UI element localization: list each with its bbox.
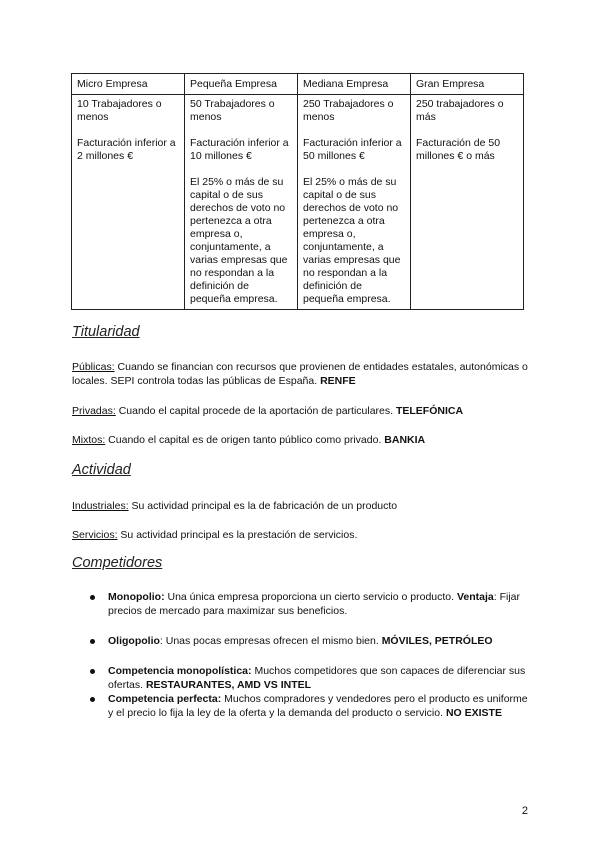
example-mixtos: BANKIA [384,434,426,446]
header-micro: Micro Empresa [72,74,185,95]
example-privadas: TELEFÓNICA [395,405,464,417]
text-industriales: Su actividad principal es la de fabricación de un producto [128,500,398,512]
paragraph-publicas [72,360,534,388]
pequena-revenue: Facturación inferior a 10 millones € [190,137,289,162]
term-ventaja: Ventaja [456,591,494,603]
list-item-monopolistica [72,664,534,692]
table-header-row [72,74,524,95]
label-servicios: Servicios: [72,529,118,541]
bullet-icon [90,639,95,644]
text-mixtos: Cuando el capital es de origen tanto público como privado. [105,434,385,446]
bullet-icon [90,697,95,702]
example-publicas: RENFE [320,375,356,387]
cell-pequena [185,95,298,310]
heading-actividad: Actividad [72,462,131,478]
term-monopolistica: Competencia monopolística: [108,665,252,677]
paragraph-servicios [72,528,534,542]
mediana-revenue: Facturación inferior a 50 millones € [303,137,402,162]
header-pequena: Pequeña Empresa [185,74,298,95]
gran-workers: 250 trabajadores o más [416,98,504,123]
term-perfecta: Competencia perfecta: [108,693,222,705]
competidores-list-competencia [72,664,534,720]
text-ventaja: : Fijar precios de mercado para maximizar sus beneficios. [108,591,520,617]
list-item-monopolio [72,590,534,618]
text-monopolistica: Muchos competidores que son capaces de diferenciar sus ofertas. [108,665,526,691]
pequena-workers: 50 Trabajadores o menos [190,98,275,123]
table-row [72,95,524,310]
mediana-capital: El 25% o más de su capital o de sus derechos de voto no pertenezca a otra empresa o, conjuntamente, a varias empresas que no respondan a la definición de pequeña empresa. [303,176,401,305]
cell-gran [411,95,524,310]
label-industriales: Industriales: [72,500,129,512]
label-privadas: Privadas: [72,405,116,417]
paragraph-industriales [72,499,534,513]
label-mixtos: Mixtos: [72,434,106,446]
paragraph-mixtos [72,433,534,447]
bullet-icon [90,669,95,674]
heading-titularidad: Titularidad [72,324,140,340]
gran-revenue: Facturación de 50 millones € o más [416,137,501,162]
example-perfecta: NO EXISTE [445,707,502,719]
cell-micro [72,95,185,310]
competidores-list [72,590,534,618]
text-publicas: Cuando se financian con recursos que provienen de entidades estatales, autonómicas o locales. SEPI controla todas las públicas de España. [72,361,528,387]
pequena-capital: El 25% o más de su capital o de sus derechos de voto no pertenezca a otra empresa o, conjuntamente, a varias empresas que no respondan a la definición de pequeña empresa. [190,176,288,305]
header-gran: Gran Empresa [411,74,524,95]
term-oligopolio: Oligopolio [108,635,160,647]
text-servicios: Su actividad principal es la prestación de servicios. [117,529,358,541]
term-monopolio: Monopolio: [108,591,165,603]
paragraph-privadas [72,404,534,418]
micro-workers: 10 Trabajadores o menos [77,98,162,123]
header-mediana: Mediana Empresa [298,74,411,95]
text-privadas: Cuando el capital procede de la aportación de particulares. [115,405,396,417]
competidores-list-oligopolio [72,634,534,648]
company-size-table [71,73,524,310]
text-monopolio: Una única empresa proporciona un cierto servicio o producto. [164,591,457,603]
text-perfecta: Muchos compradores y vendedores pero el producto es uniforme y el precio lo fija la ley de la oferta y la demanda del producto o servicio. [108,693,528,719]
example-monopolistica: RESTAURANTES, AMD VS INTEL [145,679,312,691]
label-publicas: Públicas: [72,361,115,373]
bullet-icon [90,595,95,600]
heading-competidores: Competidores [72,555,163,571]
list-item-perfecta [72,692,534,720]
mediana-workers: 250 Trabajadores o menos [303,98,394,123]
example-oligopolio: MÓVILES, PETRÓLEO [381,635,493,647]
micro-revenue: Facturación inferior a 2 millones € [77,137,176,162]
list-item-oligopolio [72,634,534,648]
page-number: 2 [521,805,528,817]
cell-mediana [298,95,411,310]
text-oligopolio: : Unas pocas empresas ofrecen el mismo bien. [159,635,382,647]
